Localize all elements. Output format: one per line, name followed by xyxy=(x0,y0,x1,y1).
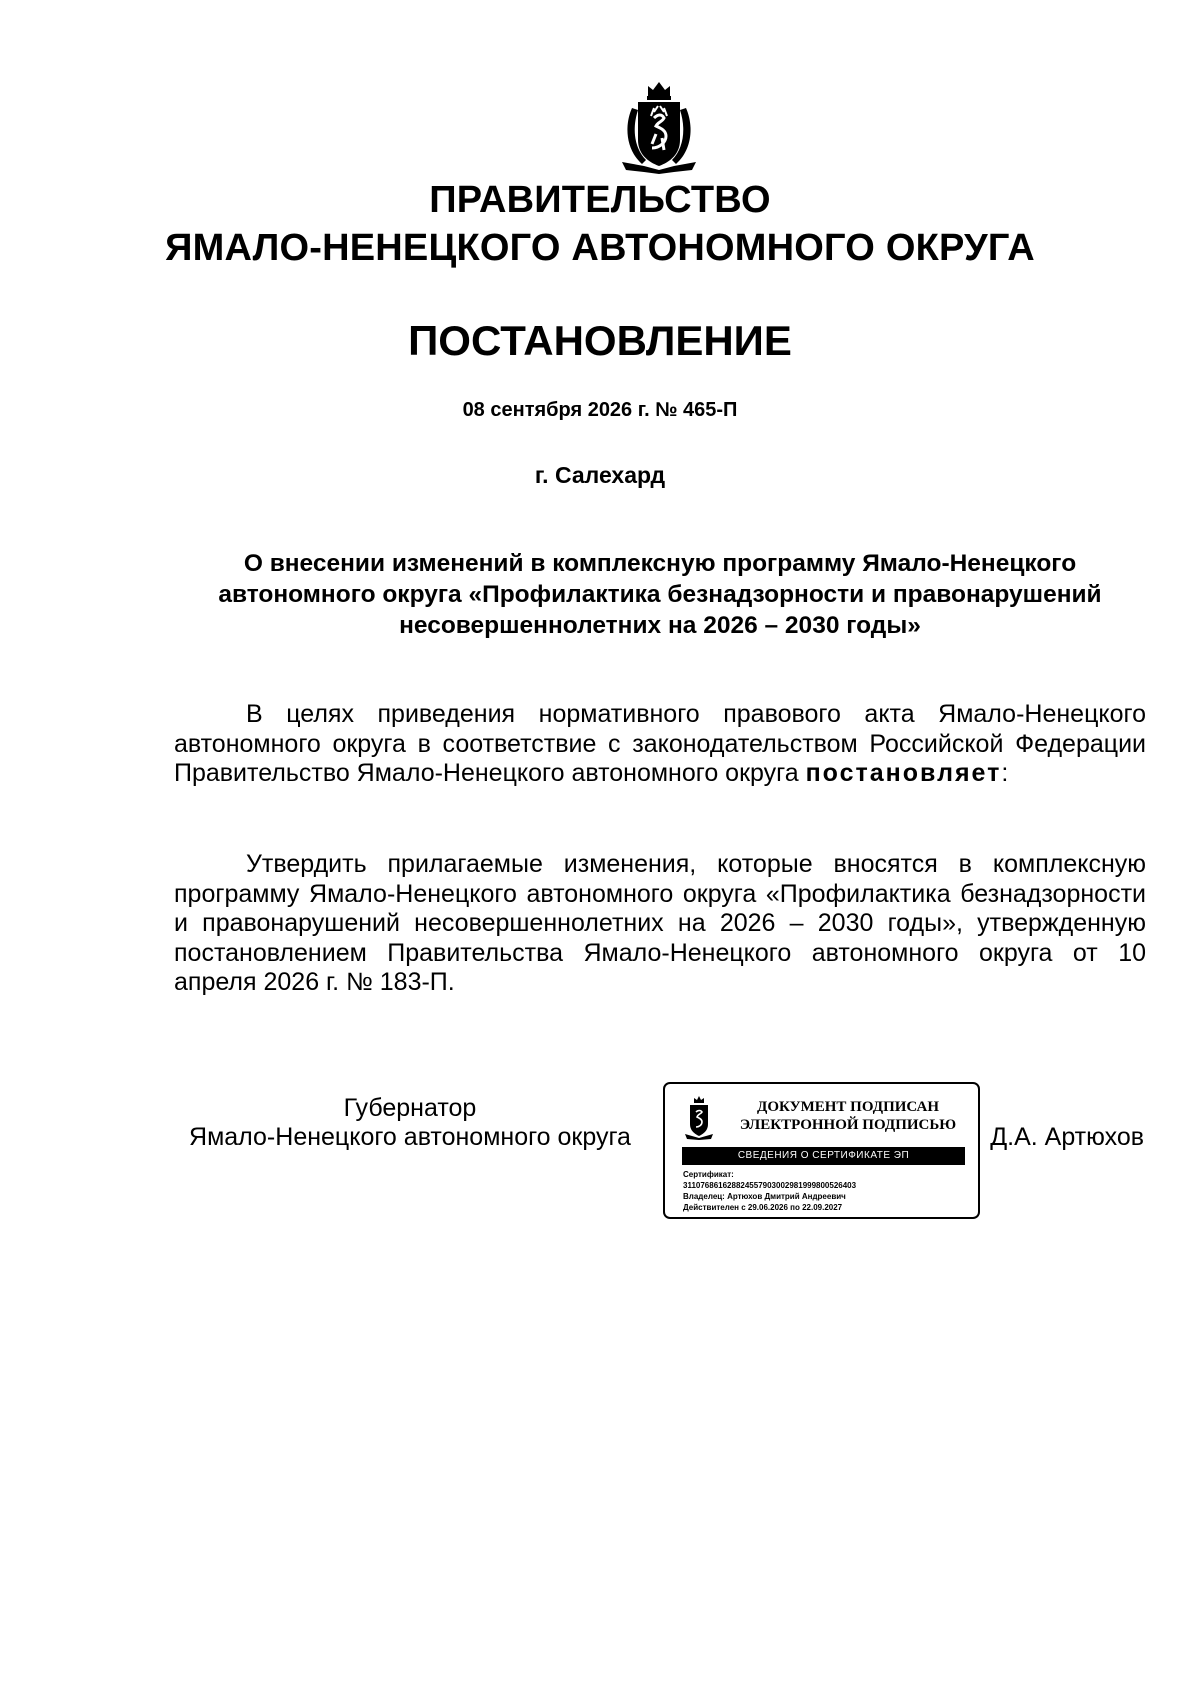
preamble-text: В целях приведения нормативного правового акта Ямало-Ненецкого автономного округа в соответствие с законодательством Российской Федерации Правительство Ямало-Ненецкого автономного округа xyxy=(174,700,1146,787)
paragraph-preamble xyxy=(174,700,1146,789)
resolves-word: постановляет xyxy=(805,759,1002,787)
signatory-position xyxy=(160,1094,660,1152)
certificate-label: Сертификат: xyxy=(683,1170,734,1179)
document-subject xyxy=(180,548,1140,641)
subject-line-3: несовершеннолетних на 2026 – 2030 годы» xyxy=(399,612,921,639)
paragraph-resolution: Утвердить прилагаемые изменения, которые вносятся в комплексную программу Ямало-Ненецкого автономного округа «Профилактика безнадзорности и правонарушений несовершеннолетних на 2026 – 2030 годы», утвержденную постановлением Правительства Ямало-Ненецкого автономного округа от 10 апреля 2026 г. № 183-П. xyxy=(174,850,1146,996)
city: г. Салехард xyxy=(534,462,666,488)
stamp-title xyxy=(731,1098,965,1134)
preamble-colon: : xyxy=(1001,759,1009,787)
signatory-name: Д.А. Артюхов xyxy=(990,1123,1144,1151)
subject-line-2: автономного округа «Профилактика безнадзорности и правонарушений xyxy=(218,581,1102,608)
stamp-emblem-icon xyxy=(683,1096,715,1140)
government-line-1: ПРАВИТЕЛЬСТВО xyxy=(429,179,771,221)
government-title xyxy=(0,176,1200,272)
coat-of-arms-icon xyxy=(618,78,700,174)
certificate-details xyxy=(683,1169,968,1213)
stamp-title-line-1: ДОКУМЕНТ ПОДПИСАН xyxy=(757,1099,939,1115)
subject-line-1: О внесении изменений в комплексную программу Ямало-Ненецкого xyxy=(243,550,1077,577)
certificate-info-bar: СВЕДЕНИЯ О СЕРТИФИКАТЕ ЭП xyxy=(682,1147,965,1165)
government-line-2: ЯМАЛО-НЕНЕЦКОГО АВТОНОМНОГО ОКРУГА xyxy=(165,227,1035,269)
certificate-validity: Действителен с 29.06.2026 по 22.09.2027 xyxy=(683,1203,843,1212)
date-and-number: 08 сентября 2026 г. № 465-П xyxy=(462,399,738,421)
certificate-owner: Владелец: Артюхов Дмитрий Андреевич xyxy=(683,1192,846,1201)
electronic-signature-stamp xyxy=(663,1082,980,1219)
stamp-title-line-2: ЭЛЕКТРОННОЙ ПОДПИСЬЮ xyxy=(739,1117,957,1133)
certificate-number: 311076861628824557903002981999800526403 xyxy=(683,1181,857,1190)
position-line-1: Губернатор xyxy=(343,1094,477,1122)
position-line-2: Ямало-Ненецкого автономного округа xyxy=(189,1123,631,1151)
document-type: ПОСТАНОВЛЕНИЕ xyxy=(408,317,792,364)
